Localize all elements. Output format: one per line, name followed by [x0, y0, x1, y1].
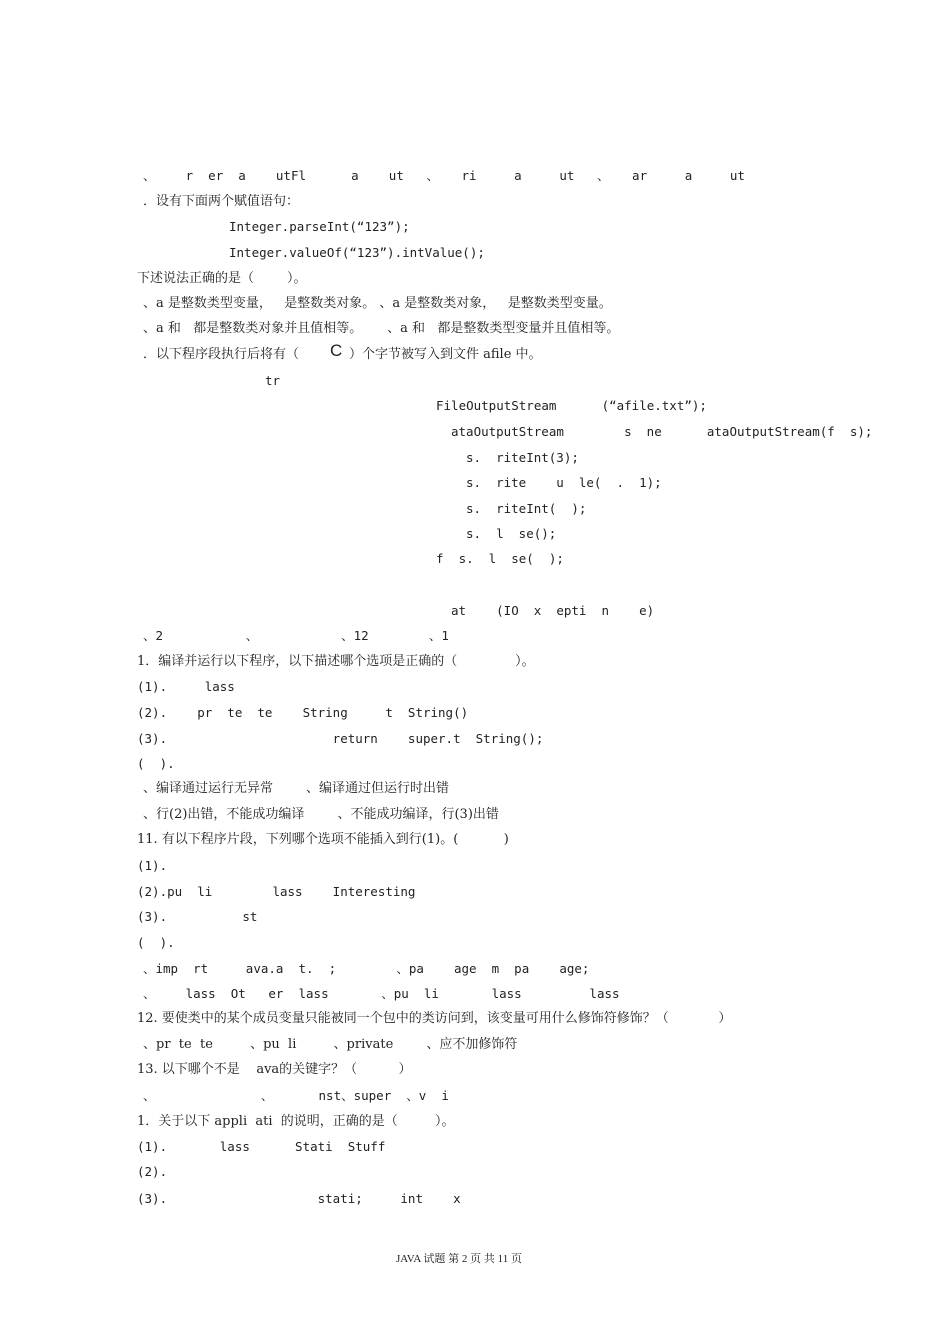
code-line: (1). lass: [137, 679, 235, 694]
code-line: s. riteInt(3);: [466, 450, 579, 465]
code-line: Integer.valueOf(“123”).intValue();: [229, 245, 485, 260]
code-line: f s. l se( );: [436, 551, 564, 566]
code-line: (2). pr te te String t String(): [137, 705, 469, 720]
code-line: (2).pu li lass Interesting: [137, 884, 416, 899]
code-line: (3). stati; int x: [137, 1191, 461, 1206]
answer-options: 、a 和 都是整数类对象并且值相等。 、a 和 都是整数类型变量并且值相等。: [143, 321, 620, 336]
answer-options: 、a 是整数类型变量， 是整数类对象。 、a 是整数类对象， 是整数类型变量。: [143, 296, 612, 311]
code-line: s. rite u le( . 1);: [466, 475, 662, 490]
code-line: ( ).: [137, 935, 175, 950]
code-line: ( ).: [137, 756, 175, 771]
question-text: 13. 以下哪个不是 ava的关键字？（ ）: [137, 1062, 412, 1077]
code-line: (3). st: [137, 909, 258, 924]
code-line: ataOutputStream s ne ataOutputStream(f s);: [451, 424, 873, 439]
question-text: 1．关于以下 appli ati 的说明，正确的是（ ）。: [137, 1114, 455, 1129]
code-line: s. l se();: [466, 526, 557, 541]
text-line: 、 r er a utFl a ut 、 ri a ut 、 ar a ut: [143, 168, 745, 183]
code-line: (1).: [137, 858, 168, 873]
code-line: (3). return super.t String();: [137, 731, 544, 746]
code-line: tr: [265, 373, 281, 388]
answer-options: 、imp rt ava.a t. ; 、pa age m pa age;: [143, 961, 590, 976]
question-text: 1．编译并运行以下程序，以下描述哪个选项是正确的（ ）。: [137, 654, 535, 669]
page-footer: JAVA 试题 第 2 页 共 11 页: [396, 1253, 523, 1265]
code-line: at (IO x epti n e): [451, 603, 655, 618]
code-line: (1). lass Stati Stuff: [137, 1139, 386, 1154]
code-line: FileOutputStream (“afile.txt”);: [436, 398, 707, 413]
code-line: s. riteInt( );: [466, 501, 587, 516]
handwritten-answer: C: [330, 341, 343, 360]
answer-options: 、编译通过运行无异常 、编译通过但运行时出错: [143, 781, 450, 796]
answer-options: 、行(2)出错，不能成功编译 、不能成功编译，行(3)出错: [143, 807, 499, 822]
answer-options: 、 lass Ot er lass 、pu li lass lass: [143, 986, 620, 1001]
question-text: ）个字节被写入到文件 afile 中。: [349, 347, 542, 362]
question-text: 下述说法正确的是（ ）。: [137, 271, 307, 286]
question-text: 11. 有以下程序片段，下列哪个选项不能插入到行(1)。( ): [137, 832, 509, 847]
question-text: ．以下程序段执行后将有（: [143, 347, 300, 362]
code-line: (2).: [137, 1164, 168, 1179]
answer-options: 、2 、 、12 、1: [143, 628, 449, 643]
answer-options: 、pr te te 、pu li 、private 、应不加修饰符: [143, 1037, 518, 1052]
code-line: Integer.parseInt(“123”);: [229, 219, 410, 234]
answer-options: 、 、 nst、super 、v i: [143, 1088, 449, 1103]
question-text: 12. 要使类中的某个成员变量只能被同一个包中的类访问到，该变量可用什么修饰符修饰？（ ）: [137, 1011, 732, 1026]
question-text: ．设有下面两个赋值语句：: [143, 194, 300, 209]
